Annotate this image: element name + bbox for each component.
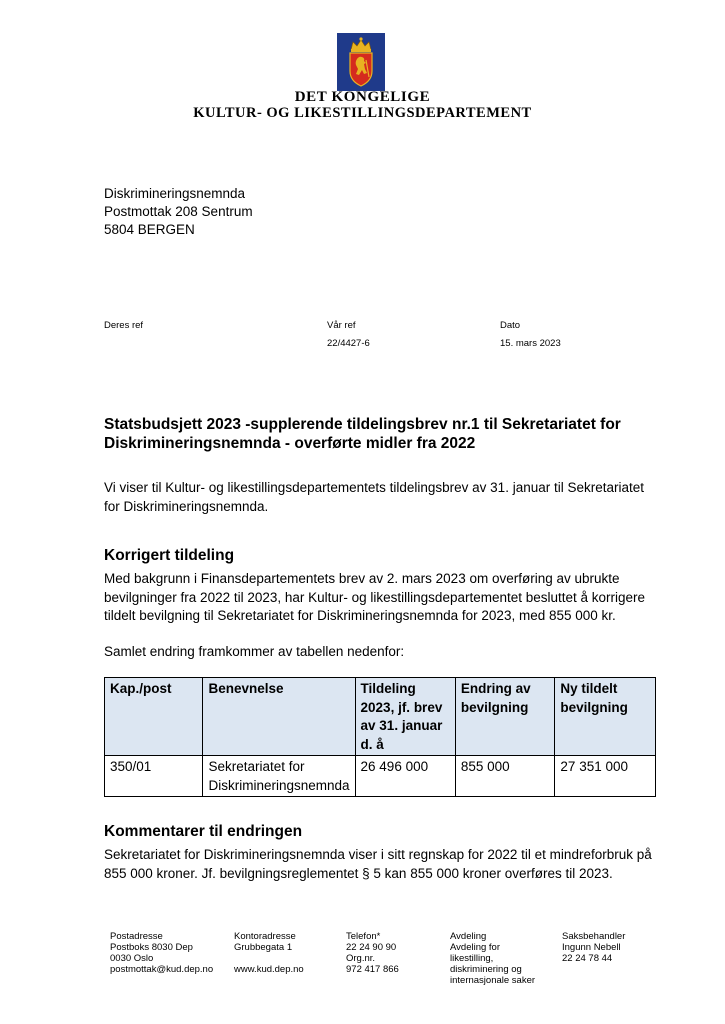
ministry-logo-line1: DET KONGELIGE <box>294 89 431 105</box>
footer-line: Avdeling for <box>450 942 500 953</box>
var-ref-label: Vår ref <box>327 320 356 331</box>
footer-label: Telefon* <box>346 931 381 942</box>
footer-saksbehandler <box>562 931 625 964</box>
section-heading-kommentarer: Kommentarer til endringen <box>104 823 303 840</box>
recipient-city: 5804 BERGEN <box>104 222 195 237</box>
cell-kap-post: 350/01 <box>105 756 203 797</box>
footer-line: internasjonale saker <box>450 975 536 986</box>
section2-paragraph: Sekretariatet for Diskrimineringsnemnda viser i sitt regnskap for 2022 til et mindreforbruk på 855 000 kroner. Jf. bevilgningsreglementet § 5 kan 855 000 kroner overføres til 2023. <box>104 847 652 881</box>
footer-email: postmottak@kud.dep.no <box>110 964 214 975</box>
footer-label: Kontoradresse <box>234 931 296 942</box>
recipient-street: Postmottak 208 Sentrum <box>104 204 253 219</box>
cell-tildeling: 26 496 000 <box>355 756 455 797</box>
col-header-endring: Endring av bevilgning <box>455 678 555 756</box>
footer-postadresse <box>110 931 213 975</box>
cell-benevnelse: Sekretariatet for Diskrimineringsnemnda <box>203 756 355 797</box>
footer-kontoradresse <box>234 931 304 975</box>
ministry-logo-line2: KULTUR- OG LIKESTILLINGSDEPARTEMENT <box>193 105 532 121</box>
cell-ny-tildelt: 27 351 000 <box>555 756 656 797</box>
footer-line <box>234 953 304 964</box>
recipient-name: Diskrimineringsnemnda <box>104 186 246 201</box>
footer-line: likestilling, <box>450 953 494 964</box>
letter-title: Statsbudsjett 2023 -supplerende tildelingsbrev nr.1 til Sekretariatet for Diskrimineringsnemnda - overførte midler fra 2022 <box>104 416 621 452</box>
footer-avdeling <box>450 931 535 986</box>
dato-value: 15. mars 2023 <box>500 338 561 349</box>
footer-line: Org.nr. <box>346 953 376 964</box>
footer-line: 0030 Oslo <box>110 953 154 964</box>
table-row <box>105 756 656 797</box>
footer-label: Saksbehandler <box>562 931 626 942</box>
footer-label: Avdeling <box>450 931 487 942</box>
footer-line: 22 24 78 44 <box>562 953 613 964</box>
footer-line: diskriminering og <box>450 964 522 975</box>
cell-endring: 855 000 <box>455 756 555 797</box>
deres-ref-label: Deres ref <box>104 320 144 331</box>
table-header-row <box>105 678 656 756</box>
section-heading-korrigert: Korrigert tildeling <box>104 547 235 564</box>
footer-line: 22 24 90 90 <box>346 942 397 953</box>
footer-website: www.kud.dep.no <box>234 964 304 975</box>
intro-paragraph: Vi viser til Kultur- og likestillingsdepartementets tildelingsbrev av 31. januar til Sekretariatet for Diskrimineringsnemnda. <box>104 480 645 514</box>
coat-of-arms-icon <box>337 33 385 91</box>
footer-telefon <box>346 931 399 975</box>
section1-paragraph: Med bakgrunn i Finansdepartementets brev av 2. mars 2023 om overføring av ubrukte bevilgninger fra 2022 til 2023, har Kultur- og likestillingsdepartementet besluttet å korrigere tildelt bevilgning til Sekretariatet for Diskrimineringsnemnda for 2023, med 855 000 kr. <box>104 571 646 623</box>
allocation-table <box>104 677 656 797</box>
footer-label: Postadresse <box>110 931 163 942</box>
dato-label: Dato <box>500 320 521 331</box>
footer-line: Ingunn Nebell <box>562 942 621 953</box>
recipient-address <box>104 185 253 239</box>
footer-line: Postboks 8030 Dep <box>110 942 193 953</box>
footer-line: Grubbegata 1 <box>234 942 293 953</box>
col-header-benevnelse: Benevnelse <box>203 678 355 756</box>
col-header-kap-post: Kap./post <box>105 678 203 756</box>
var-ref-value: 22/4427-6 <box>327 338 370 349</box>
col-header-ny-tildelt: Ny tildelt bevilgning <box>555 678 656 756</box>
col-header-tildeling: Tildeling 2023, jf. brev av 31. januar d. å <box>355 678 455 756</box>
footer-line: 972 417 866 <box>346 964 399 975</box>
table-intro-paragraph: Samlet endring framkommer av tabellen nedenfor: <box>104 644 405 659</box>
